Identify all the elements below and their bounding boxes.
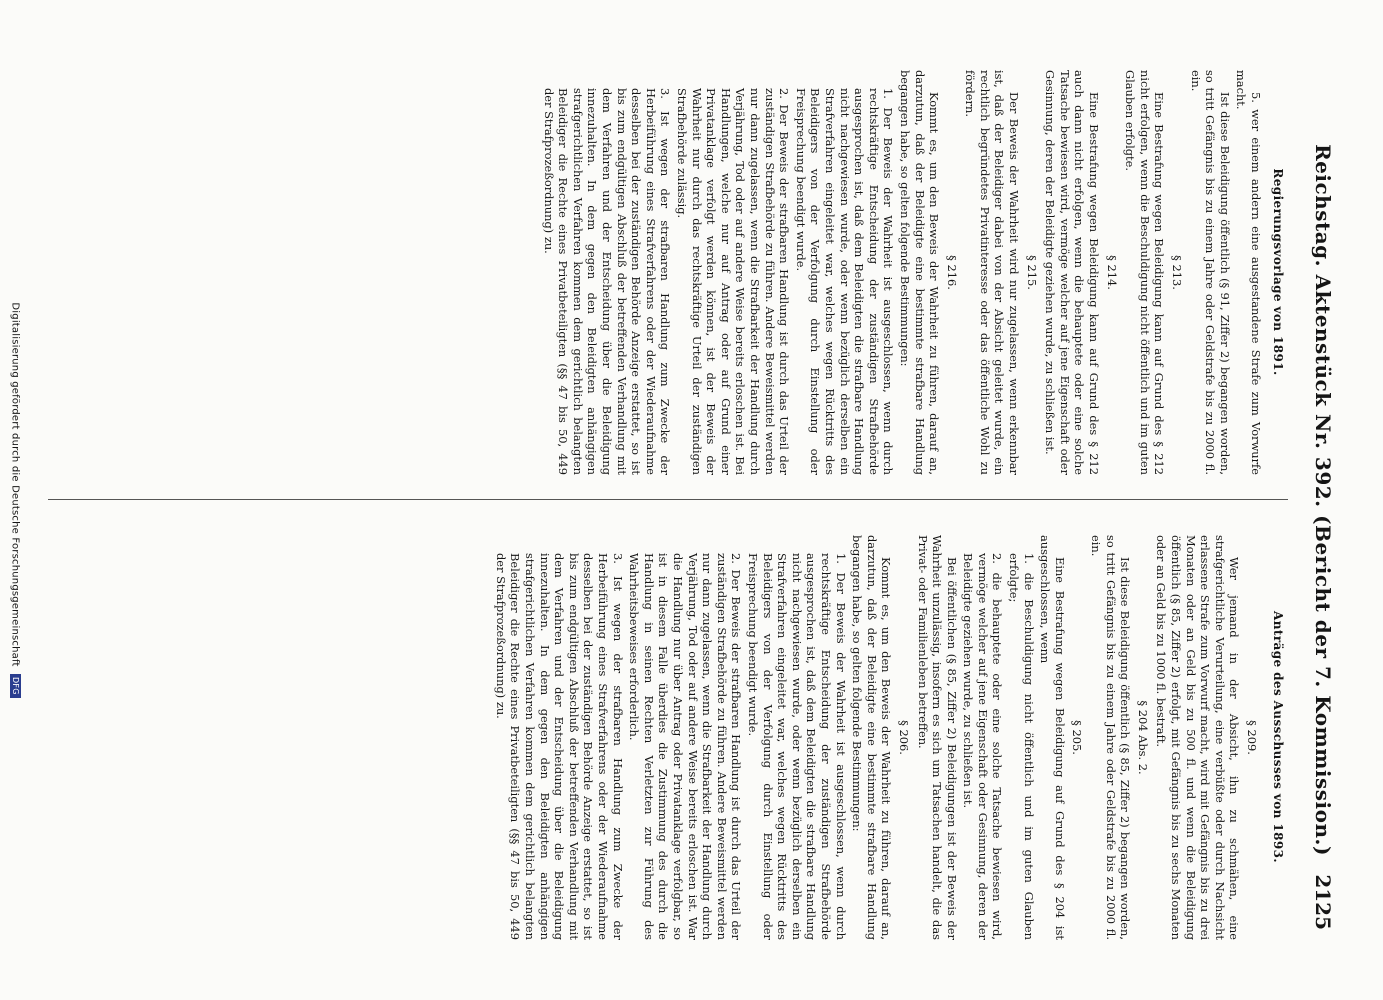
section-number: § 204 Abs. 2. xyxy=(1135,700,1150,775)
paragraph: Bei öffentlichen (§ 85, Ziffer 2) Beleidigungen ist der Beweis der Wahrheit unzulässig, insofern es sich um Tatsachen handelt, die das Privat- oder Familienleben betreffen. xyxy=(915,535,959,940)
page-number: 2125 xyxy=(1311,874,1335,930)
section-number: § 206. xyxy=(896,720,911,755)
paragraph: Eine Bestrafung wegen Beleidigung kann auf Grund des § 212 nicht erfolgen, wenn die Beschuldigung nicht öffentlich und im guten Glauben erfolgte. xyxy=(1123,70,1167,475)
paragraph: 5. wer einem andern eine ausgestandene Strafe zum Vorwurfe macht. xyxy=(1234,70,1263,475)
footer-text: Digitalisierung gefördert durch die Deutsche Forschungsgemeinschaft xyxy=(10,302,21,667)
dfg-logo: DFG xyxy=(11,674,22,698)
section-number: § 216. xyxy=(944,255,959,290)
list-item: 3. Ist wegen der strafbaren Handlung zum Zwecke der Herbeiführung eines Strafverfahrens oder der Wiederaufnahme desselben bei der zuständigen Behörde Anzeige erstattet, so ist bis zum endgültigen Abschluß der betreffenden Verhandlung mit dem Verfahren und der Entscheidung über die Beleidigung innezuhalten. In dem gegen den Beleidigten anhängigen strafgerichtlichen Verfahren kommen dem gerichtlich belangten Beleidiger die Rechte eines Privatbeteiligten (§§ 47 bis 50, 449 der Strafprozeßordnung) zu. xyxy=(493,553,625,940)
paragraph: Der Beweis der Wahrheit wird nur zugelassen, wenn erkennbar ist, daß der Beleidiger dabei von der Absicht geleitet wurde, ein rechtlich begründetes Privatinteresse oder das öffentliche Wohl zu fördern. xyxy=(963,70,1022,475)
column-divider xyxy=(48,499,1288,500)
list-item: 3. Ist wegen der strafbaren Handlung zum Zwecke der Herbeiführung eines Strafverfahrens oder der Wiederaufnahme desselben bei der zuständigen Behörde Anzeige erstattet, so ist bis zum endgültigen Abschluß der betreffenden Verhandlung mit dem Verfahren und der Entscheidung über die Beleidigung innezuhalten. In dem gegen den Beleidigten anhängigen strafgerichtlichen Verfahren kommen dem gerichtlich belangten Beleidiger die Rechte eines Privatbeteiligten (§§ 47 bis 50, 449 der Strafprozeßordnung) zu. xyxy=(541,88,673,475)
list-item: 1. Der Beweis der Wahrheit ist ausgeschlossen, wenn durch rechtskräftige Entscheidung der zuständigen Strafbehörde ausgesprochen ist, daß dem Beleidigten die strafbare Handlung nicht nachgewiesen wurde, oder wenn bezüglich derselben ein Strafverfahren eingeleitet war, welches wegen Rücktritts des Beleidigers von der Verfolgung durch Einstellung oder Freisprechung beendigt wurde. xyxy=(746,553,848,940)
page-header xyxy=(1299,70,1335,930)
left-column-heading: Regierungsvorlage von 1891. xyxy=(1271,168,1285,376)
paragraph: Eine Bestrafung wegen Beleidigung auf Grund des § 204 ist ausgeschlossen, wenn xyxy=(1038,535,1067,940)
digitization-footer xyxy=(10,0,22,1000)
paragraph: Kommt es, um den Beweis der Wahrheit zu führen, darauf an, darzutun, daß der Beleidigte eine bestimmte strafbare Handlung begangen habe, so gelten folgende Bestimmungen: xyxy=(897,70,942,475)
section-number: § 215. xyxy=(1024,255,1039,290)
section-number: § 205. xyxy=(1070,720,1085,755)
list-item: 2. Der Beweis der strafbaren Handlung ist durch das Urteil der zuständigen Strafbehörde zu führen. Andere Beweismittel werden nur dann zugelassen, wenn die Strafbarkeit der Handlung durch Verjährung, Tod oder auf andere Weise bereits erloschen ist. War die Handlung nur über Antrag oder Privatanklage verfolgbar, so ist in diesem Falle überdies die Zustimmung des durch die Handlung in seinen Rechten Verletzten zur Führung des Wahrheitsbeweises erforderlich. xyxy=(627,553,744,940)
right-column xyxy=(33,535,1263,940)
paragraph: Kommt es, um den Beweis der Wahrheit zu führen, darauf an, darzutun, daß der Beleidigte eine bestimmte strafbare Handlung begangen habe, so gelten folgende Bestimmungen: xyxy=(850,535,894,940)
right-column-heading: Anträge des Ausschusses von 1893. xyxy=(1271,611,1285,863)
left-column xyxy=(33,70,1263,475)
page-title: Reichstag. Aktenstück Nr. 392. (Bericht der 7. Kommission.) xyxy=(1311,144,1335,856)
section-number: § 209. xyxy=(1245,720,1259,755)
list-item: 2. Der Beweis der strafbaren Handlung ist durch das Urteil der zuständigen Strafbehörde zu führen. Andere Beweismittel werden nur dann zugelassen, wenn die Strafbarkeit der Handlung durch Verjährung, Tod oder auf andere Weise bereits erloschen ist. Bei Handlungen, welche nur auf Antrag oder auf Grund einer Privatanklage verfolgt werden können, ist der Beweis der Wahrheit nur durch das rechtskräftige Urteil der zuständigen Strafbehörde zulässig. xyxy=(675,88,792,475)
section-number: § 214. xyxy=(1104,255,1119,290)
list-item: 1. die Beschuldigung nicht öffentlich und im guten Glauben erfolgte; xyxy=(1007,553,1036,940)
list-item: 1. Der Beweis der Wahrheit ist ausgeschlossen, wenn durch rechtskräftige Entscheidung der zuständigen Strafbehörde ausgesprochen ist, daß dem Beleidigten die strafbare Handlung nicht nachgewiesen wurde, oder wenn bezüglich derselben ein Strafverfahren eingeleitet war, welches wegen Rücktritts des Beleidigers von der Verfolgung durch Einstellung oder Freisprechung beendigt wurde. xyxy=(793,88,896,475)
paragraph: Ist diese Beleidigung öffentlich (§ 91, Ziffer 2) begangen worden, so tritt Gefängnis bis zu einem Jahre oder Geldstrafe bis zu 2000 fl. ein. xyxy=(1188,70,1232,475)
paragraph: Wer jemand in der Absicht, ihn zu schmähen, eine strafgerichtliche Verurteilung, eine verbüßte oder durch Nachsicht erlassene Strafe zum Vorwurf macht, wird mit Gefängnis bis zu drei Monaten oder an Geld bis zu 500 fl. und wenn die Beleidigung öffentlich (§ 85, Ziffer 2) erfolgt, mit Gefängnis bis zu sechs Monaten oder an Geld bis zu 1000 fl. bestraft. xyxy=(1154,535,1242,940)
paragraph: Ist diese Beleidigung öffentlich (§ 85, Ziffer 2) begangen worden, so tritt Gefängnis bis zu einem Jahre oder Geldstrafe bis zu 2000 fl. ein. xyxy=(1089,535,1133,940)
list-item: 2. die behauptete oder eine solche Tatsache bewiesen wird, vermöge welcher auf jene Eigenschaft oder Gesinnung, deren der Beleidigte geziehen wurde, zu schließen ist. xyxy=(961,553,1005,940)
paragraph: Eine Bestrafung wegen Beleidigung kann auf Grund des § 212 auch dann nicht erfolgen, wenn die behauptete oder eine solche Tatsache bewiesen wird, vermöge welcher auf jene Eigenschaft oder Gesinnung, deren der Beleidigte geziehen wurde, zu schließen ist. xyxy=(1043,70,1102,475)
section-number: § 213. xyxy=(1170,255,1185,290)
